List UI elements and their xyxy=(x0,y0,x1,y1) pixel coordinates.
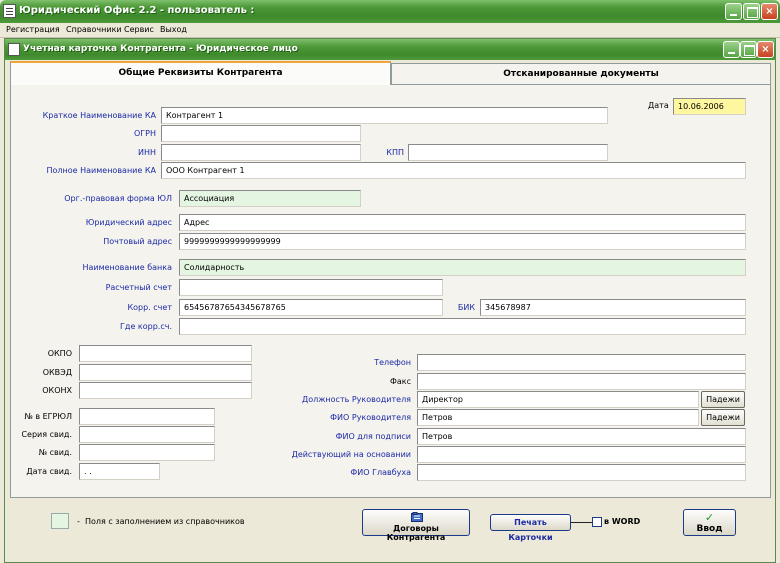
kpp-label: КПП xyxy=(386,148,404,157)
postal-address-label: Почтовый адрес xyxy=(103,237,172,246)
menu-bar xyxy=(0,23,780,38)
acting-basis-label: Действующий на основании xyxy=(291,450,411,459)
signer-name-label: ФИО для подписи xyxy=(335,432,411,441)
egrul-label: № в ЕГРЮЛ xyxy=(24,412,72,421)
menu-registration[interactable]: Регистрация xyxy=(6,25,60,34)
egrul-field[interactable] xyxy=(79,408,215,425)
minimize-button[interactable] xyxy=(725,3,742,20)
corr-account-field[interactable]: 65456787654345678765 xyxy=(179,299,443,316)
close-icon: × xyxy=(761,44,770,55)
chief-accountant-field[interactable] xyxy=(417,464,746,481)
okpo-field[interactable] xyxy=(79,345,252,362)
app-title-bar[interactable] xyxy=(0,0,780,23)
head-position-cases-button[interactable]: Падежи xyxy=(701,391,745,408)
menu-exit[interactable]: Выход xyxy=(160,25,187,34)
signer-name-field[interactable]: Петров xyxy=(417,428,746,445)
date-label: Дата xyxy=(648,101,669,110)
minimize-icon xyxy=(724,42,739,57)
okonh-field[interactable] xyxy=(79,382,252,399)
account-label: Расчетный счет xyxy=(105,283,172,292)
print-connector xyxy=(571,522,592,523)
kpp-field[interactable] xyxy=(408,144,608,161)
date-field[interactable]: 10.06.2006 xyxy=(673,98,746,115)
menu-directories[interactable]: Справочники xyxy=(66,25,122,34)
doc-close-button[interactable] xyxy=(757,41,774,58)
short-name-label: Краткое Наименование КА xyxy=(42,111,156,120)
app-title: Юридический Офис 2.2 - пользователь : xyxy=(19,5,255,16)
cert-series-field[interactable] xyxy=(79,426,215,443)
maximize-button[interactable] xyxy=(743,3,760,20)
full-name-label: Полное Наименование КА xyxy=(46,166,156,175)
enter-button[interactable] xyxy=(683,509,736,536)
short-name-field[interactable]: Контрагент 1 xyxy=(161,107,608,124)
okved-field[interactable] xyxy=(79,364,252,381)
inn-label: ИНН xyxy=(137,148,156,157)
bik-label: БИК xyxy=(457,303,475,312)
bik-field[interactable]: 345678987 xyxy=(480,299,746,316)
doc-icon xyxy=(8,43,20,56)
head-position-field[interactable]: Директор xyxy=(417,391,699,408)
bank-name-field[interactable]: Солидарность xyxy=(179,259,746,276)
cert-number-label: № свид. xyxy=(38,448,72,457)
word-checkbox[interactable] xyxy=(592,517,602,527)
inn-field[interactable] xyxy=(161,144,361,161)
head-position-label: Должность Руководителя xyxy=(301,395,411,404)
enter-button-label: Ввод xyxy=(696,524,723,534)
doc-title-bar[interactable] xyxy=(5,39,775,60)
phone-label: Телефон xyxy=(374,358,411,367)
doc-maximize-button[interactable] xyxy=(740,41,757,58)
cert-date-label: Дата свид. xyxy=(26,467,72,476)
phone-field[interactable] xyxy=(417,354,746,371)
legend-dash: - xyxy=(77,517,80,526)
acting-basis-field[interactable] xyxy=(417,446,746,463)
ogrn-field[interactable] xyxy=(161,125,361,142)
org-form-field[interactable]: Ассоциация xyxy=(179,190,361,207)
folder-icon xyxy=(411,512,423,522)
maximize-icon xyxy=(741,42,756,57)
app-icon xyxy=(3,4,16,18)
legend-text: Поля с заполнением из справочников xyxy=(85,517,245,526)
account-field[interactable] xyxy=(179,279,443,296)
fax-label: Факс xyxy=(389,377,411,386)
legal-address-field[interactable]: Адрес xyxy=(179,214,746,231)
full-name-field[interactable]: ООО Контрагент 1 xyxy=(161,162,746,179)
head-name-field[interactable]: Петров xyxy=(417,409,699,426)
corr-where-field[interactable] xyxy=(179,318,746,335)
fax-field[interactable] xyxy=(417,373,746,390)
maximize-icon xyxy=(744,4,759,19)
legal-address-label: Юридический адрес xyxy=(85,218,172,227)
cert-date-field[interactable]: . . xyxy=(79,463,160,480)
word-checkbox-label: в WORD xyxy=(604,517,641,526)
corr-where-label: Где корр.сч. xyxy=(120,322,172,331)
corr-account-label: Корр. счет xyxy=(127,303,172,312)
head-name-cases-button[interactable]: Падежи xyxy=(701,409,745,426)
org-form-label: Орг.-правовая форма ЮЛ xyxy=(64,194,172,203)
bank-name-label: Наименование банка xyxy=(82,263,172,272)
lookup-legend-swatch xyxy=(51,513,69,529)
minimize-icon xyxy=(726,4,741,19)
ogrn-label: ОГРН xyxy=(133,129,156,138)
contracts-button-label: Договоры Контрагента xyxy=(386,524,446,542)
cert-number-field[interactable] xyxy=(79,444,215,461)
cert-series-label: Серия свид. xyxy=(21,430,72,439)
doc-minimize-button[interactable] xyxy=(723,41,740,58)
head-name-label: ФИО Руководителя xyxy=(330,413,411,422)
tab-general-details[interactable]: Общие Реквизиты Контрагента xyxy=(10,61,391,85)
contracts-button[interactable] xyxy=(362,509,470,542)
close-button[interactable] xyxy=(761,3,778,20)
postal-address-field[interactable]: 9999999999999999999 xyxy=(179,233,746,250)
tab-scanned-documents[interactable]: Отсканированные документы xyxy=(391,63,771,85)
okpo-label: ОКПО xyxy=(47,349,72,358)
menu-service[interactable]: Сервис xyxy=(124,25,154,34)
checkmark-icon: ✓ xyxy=(704,511,715,524)
okonh-label: ОКОНХ xyxy=(42,386,72,395)
print-card-button[interactable]: Печать Карточки xyxy=(490,514,571,531)
okved-label: ОКВЭД xyxy=(42,368,72,377)
close-icon: × xyxy=(765,6,774,17)
doc-title: Учетная карточка Контрагента - Юридическое лицо xyxy=(23,44,298,54)
chief-accountant-label: ФИО Главбуха xyxy=(350,468,411,477)
